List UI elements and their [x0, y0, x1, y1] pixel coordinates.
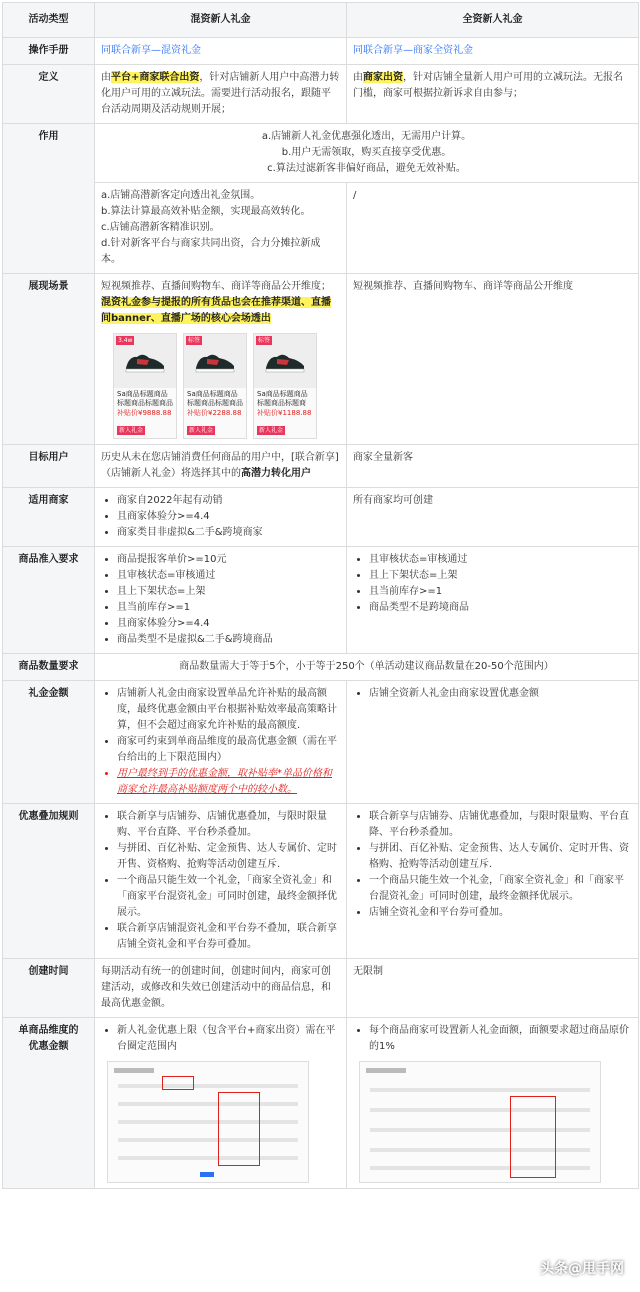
row-amount: [3, 681, 639, 804]
highlight-text: 商家出资: [363, 72, 403, 83]
definition-full: 由商家出资，针对店铺全量新人用户可用的立减玩法。无报名门槛，商家可根据拉新诉求自由参与；: [347, 65, 639, 124]
row-definition: [3, 65, 639, 124]
row-stacking: [3, 804, 639, 959]
row-label: 适用商家: [3, 488, 95, 547]
row-label: 目标用户: [3, 445, 95, 488]
amount-full: [347, 681, 639, 804]
row-created: [3, 959, 639, 1018]
goods-req-full: [347, 547, 639, 654]
list-item: • 与拼团、百亿补贴、定金预售、达人专属价、定时开售、资格购、抢购等活动创建互斥.: [369, 841, 632, 873]
header-mixed-gift: 混资新人礼金: [95, 3, 347, 38]
goods-req-mixed: [95, 547, 347, 654]
list-item: • 且上下架状态=上架: [117, 584, 340, 600]
list-item: • 且商家体验分>=4.4: [117, 616, 340, 632]
product-card: 标签 Sa商品标题商品标题商品标题商 补贴价¥1188.88 新人礼金: [253, 333, 317, 439]
header-full-gift: 全资新人礼金: [347, 3, 639, 38]
row-label: 商品准入要求: [3, 547, 95, 654]
merchant-full: 所有商家均可创建: [347, 488, 639, 547]
list-item: • 商品类型不是跨境商品: [369, 600, 632, 616]
comparison-table: [2, 2, 639, 1189]
list-item: • 联合新享店铺混资礼金和平台券不叠加，联合新享店铺全资礼金和平台券可叠加。: [117, 921, 340, 953]
list-item: • 且当前库存>=1: [117, 600, 340, 616]
row-manual: [3, 38, 639, 65]
row-goods-qty: [3, 654, 639, 681]
row-label: 礼金金额: [3, 681, 95, 804]
definition-mixed: 由平台+商家联合出资，针对店铺新人用户中高潜力转化用户可用的立减玩法。需要进行活动报名，跟随平台活动周期及活动规则开展；: [95, 65, 347, 124]
scene-mixed: 短视频推荐、直播间购物车、商详等商品公开维度；混资礼金参与提报的所有货品也会在推荐渠道、直播间banner、直播广场的核心会场透出 3.4w Sa商品标题商品标题商品标题商品 补贴价¥9888.88 新人礼金 标签 Sa商品标题商品标题商品标题商品 补贴价¥2288.88 新人礼金 标签 Sa商品标题商品标题商品标题商 补贴价¥1188.88 新人礼金: [95, 274, 347, 445]
created-full: 无限制: [347, 959, 639, 1018]
sneaker-image: 标签: [254, 334, 316, 388]
list-item: • 联合新享与店铺券、店铺优惠叠加，与限时限量购、平台直降、平台秒杀叠加。: [369, 809, 632, 841]
target-mixed: 历史从未在您店铺消费任何商品的用户中，[联合新享]（店铺新人礼金）将选择其中的高潜力转化用户: [95, 445, 347, 488]
list-item: • 商家可约束到单商品维度的最高优惠金额（需在平台给出的上下限范围内）: [117, 734, 340, 766]
scene-full: 短视频推荐、直播间购物车、商详等商品公开维度: [347, 274, 639, 445]
list-item: • 且审核状态=审核通过: [117, 568, 340, 584]
target-full: 商家全量新客: [347, 445, 639, 488]
list-item: • 用户最终到手的优惠金额，取补贴率*单品价格和商家允许最高补贴额度两个中的较小数。: [117, 766, 340, 798]
manual-link-mixed[interactable]: 同联合新享—混资礼金: [101, 45, 201, 56]
list-item: • 与拼团、百亿补贴、定金预售、达人专属价、定时开售、资格购、抢购等活动创建互斥.: [117, 841, 340, 873]
list-item: • 且审核状态=审核通过: [369, 552, 632, 568]
single-mixed: [95, 1018, 347, 1189]
header-row: [3, 3, 639, 38]
row-label: 操作手册: [3, 38, 95, 65]
highlight-text: 平台+商家联合出资: [111, 72, 200, 83]
list-item: • 店铺新人礼金由商家设置单品允许补贴的最高额度，最终优惠金额由平台根据补贴效率最高策略计算，但不会超过商家允许补贴的最高额度.: [117, 686, 340, 734]
single-full: [347, 1018, 639, 1189]
stacking-mixed: [95, 804, 347, 959]
list-item: • 店铺全资礼金和平台券可叠加。: [369, 905, 632, 921]
header-activity-type: 活动类型: [3, 3, 95, 38]
settings-screenshot: [107, 1061, 309, 1183]
highlight-text: 混资礼金参与提报的所有货品也会在推荐渠道、直播间banner、直播广场的核心会场透出: [101, 297, 331, 324]
created-mixed: 每期活动有统一的创建时间，创建时间内，商家可创建活动，或修改和失效已创建活动中的商品信息，和最高优惠金额。: [95, 959, 347, 1018]
list-item: • 且上下架状态=上架: [369, 568, 632, 584]
effect-mixed: a.店铺高潜新客定向透出礼金氛围。 b.算法计算最高效补贴金额，实现最高效转化。 c.店铺高潜新客精准识别。 d.针对新客平台与商家共同出资，合力分摊拉新成本。: [95, 183, 347, 274]
row-target: [3, 445, 639, 488]
effect-shared: a.店铺新人礼金优惠强化透出，无需用户计算。 b.用户无需领取，购买直接享受优惠。 c.算法过滤新客非偏好商品，避免无效补贴。: [95, 124, 639, 183]
list-item: • 新人礼金优惠上限（包含平台+商家出资）需在平台圈定范围内: [117, 1023, 340, 1055]
product-card: 3.4w Sa商品标题商品标题商品标题商品 补贴价¥9888.88 新人礼金: [113, 333, 177, 439]
watermark: 头条@甩手网: [540, 1261, 624, 1277]
list-item: • 店铺全资新人礼金由商家设置优惠金额: [369, 686, 632, 702]
list-item: • 一个商品只能生效一个礼金，「商家全资礼金」和「商家平台混资礼金」可同时创建，最终金额择优展示。: [117, 873, 340, 921]
list-item: • 一个商品只能生效一个礼金，「商家全资礼金」和「商家平台混资礼金」可同时创建，最终金额择优展示。: [369, 873, 632, 905]
sneaker-image: 3.4w: [114, 334, 176, 388]
list-item: • 商品提报客单价>=10元: [117, 552, 340, 568]
row-label: 创建时间: [3, 959, 95, 1018]
list-item: • 商品类型不是虚拟&二手&跨境商品: [117, 632, 340, 648]
list-item: • 联合新享与店铺券、店铺优惠叠加，与限时限量购、平台直降、平台秒杀叠加。: [117, 809, 340, 841]
row-label: 作用: [3, 124, 95, 274]
merchant-mixed: [95, 488, 347, 547]
row-label: 单商品维度的 优惠金额: [3, 1018, 95, 1189]
product-card: 标签 Sa商品标题商品标题商品标题商品 补贴价¥2288.88 新人礼金: [183, 333, 247, 439]
product-card-preview: [113, 333, 340, 439]
row-label: 商品数量要求: [3, 654, 95, 681]
settings-screenshot: [359, 1061, 601, 1183]
list-item: • 商家类目非虚拟&二手&跨境商家: [117, 525, 340, 541]
row-effect-shared: [3, 124, 639, 183]
list-item: • 商家自2022年起有动销: [117, 493, 340, 509]
row-single: [3, 1018, 639, 1189]
row-merchant: [3, 488, 639, 547]
row-label: 优惠叠加规则: [3, 804, 95, 959]
list-item: • 且商家体验分>=4.4: [117, 509, 340, 525]
row-goods-req: [3, 547, 639, 654]
goods-qty-shared: 商品数量需大于等于5个，小于等于250个（单活动建议商品数量在20-50个范围内）: [95, 654, 639, 681]
row-scene: [3, 274, 639, 445]
row-effect-split: [3, 183, 639, 274]
manual-link-full[interactable]: 同联合新享—商家全资礼金: [353, 45, 473, 56]
list-item: • 每个商品商家可设置新人礼金面额，面额要求超过商品原价的1%: [369, 1023, 632, 1055]
amount-mixed: [95, 681, 347, 804]
row-label: 展现场景: [3, 274, 95, 445]
list-item: • 且当前库存>=1: [369, 584, 632, 600]
stacking-full: [347, 804, 639, 959]
effect-full: /: [347, 183, 639, 274]
sneaker-image: 标签: [184, 334, 246, 388]
row-label: 定义: [3, 65, 95, 124]
